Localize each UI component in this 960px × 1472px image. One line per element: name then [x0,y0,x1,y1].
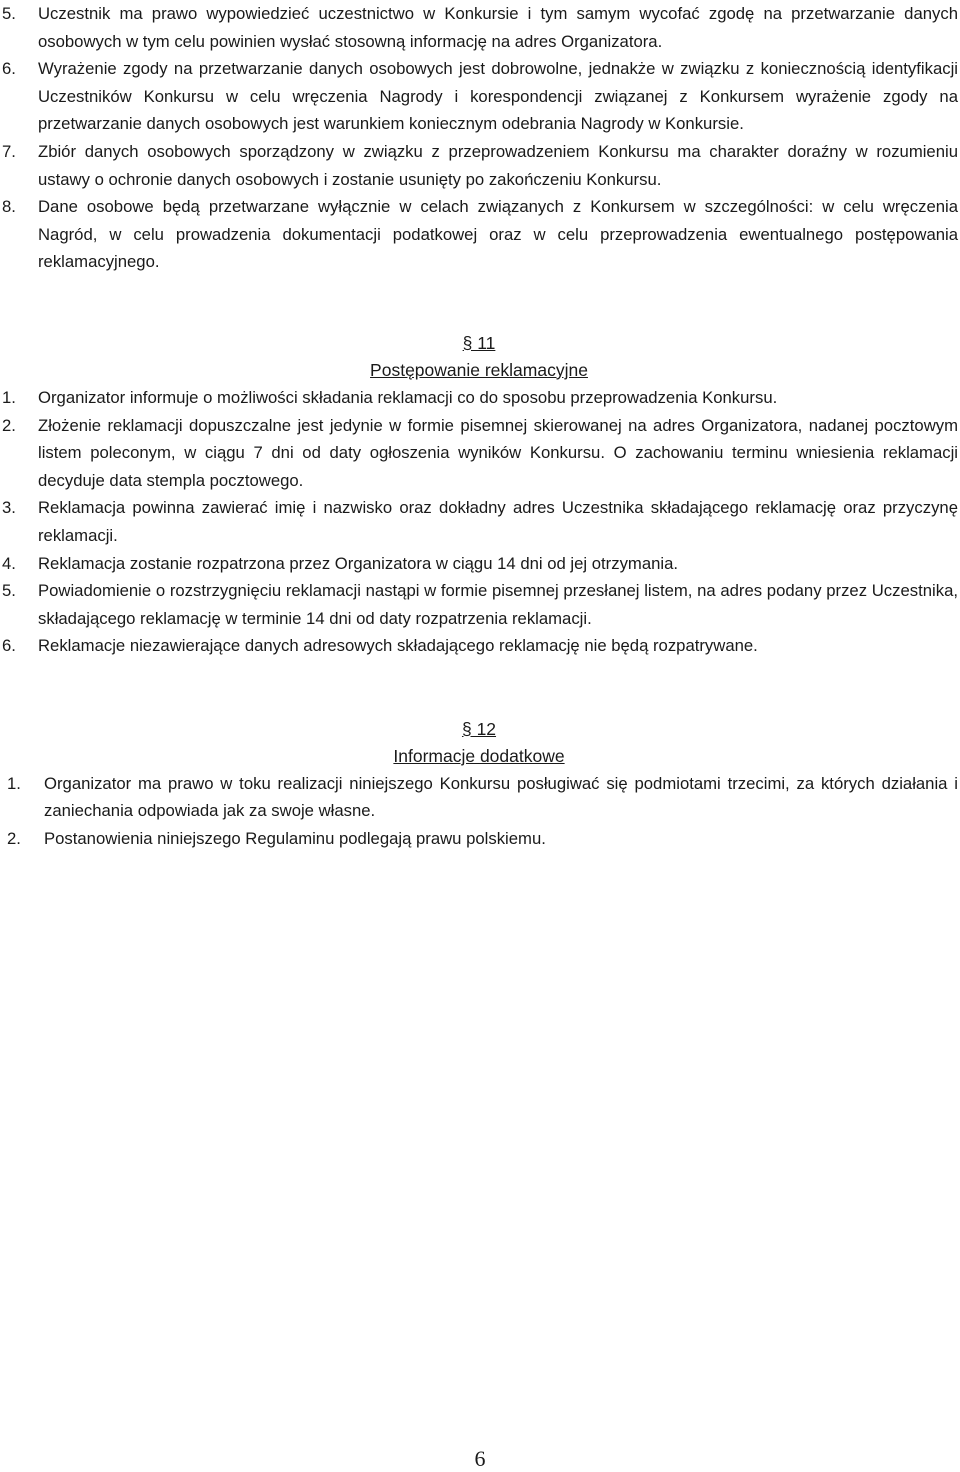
list-item [0,138,958,193]
item-number: 1. [7,773,21,793]
item-text: Złożenie reklamacji dopuszczalne jest jedynie w formie pisemnej skierowanej na adres Organizatora, nadanej pocztowym listem poleconym, w ciągu 7 dni od daty ogłoszenia wyników Konkursu. O zachowaniu terminu wniesienia reklamacji decyduje data stempla pocztowego. [38,415,958,490]
item-text: Postanowienia niniejszego Regulaminu podlegają prawu polskiemu. [44,829,546,849]
page-number: 6 [474,1446,486,1471]
section-11-list [0,384,958,660]
list-item [0,825,958,853]
section-12-list [0,770,958,853]
section-spacer [0,276,958,330]
item-number: 5. [2,581,16,601]
item-number: 6. [2,59,16,79]
item-text: Uczestnik ma prawo wypowiedzieć uczestnictwo w Konkursie i tym samym wycofać zgodę na przetwarzanie danych osobowych w tym celu powinien wysłać stosowną informację na adres Organizatora. [38,4,958,51]
item-text: Zbiór danych osobowych sporządzony w związku z przeprowadzeniem Konkursu ma charakter doraźny w rozumieniu ustawy o ochronie danych osobowych i zostanie usunięty po zakończeniu Konkursu. [38,141,958,189]
list-item [0,193,958,276]
item-text: Reklamacje niezawierające danych adresowych składającego reklamację nie będą rozpatrywane. [38,636,758,656]
list-item [0,0,958,55]
item-number: 2. [7,829,21,849]
item-number: 1. [2,387,16,407]
item-number: 6. [2,636,16,656]
item-text: Dane osobowe będą przetwarzane wyłącznie w celach związanych z Konkursem w szczególności: w celu wręczenia Nagród, w celu prowadzenia dokumentacji podatkowej oraz w celu przeprowadzenia ewentualnego postępowania reklamacyjnego. [38,197,958,272]
item-text: Reklamacja zostanie rozpatrzona przez Organizatora w ciągu 14 dni od jej otrzymania. [38,553,679,573]
item-number: 2. [2,415,16,435]
section-prev-list [0,0,958,276]
item-text: Organizator ma prawo w toku realizacji niniejszego Konkursu posługiwać się podmiotami trzecimi, za których działania i zaniechania odpowiada jak za swoje własne. [44,773,958,821]
list-item [0,550,958,578]
section-11-title: Postępowanie reklamacyjne [370,359,588,380]
list-item [0,384,958,412]
item-number: 3. [2,498,16,518]
item-number: 7. [2,141,16,161]
list-item [0,412,958,495]
list-item [0,494,958,549]
list-item [0,632,958,660]
item-text: Organizator informuje o możliwości składania reklamacji co do sposobu przeprowadzenia Konkursu. [38,387,778,407]
item-number: 8. [2,197,16,217]
item-text: Wyrażenie zgody na przetwarzanie danych osobowych jest dobrowolne, jednakże w związku z koniecznością identyfikacji Uczestników Konkursu w celu wręczenia Nagrody i korespondencji związanej z Konkursem wyrażenie zgody na przetwarzanie danych osobowych jest warunkiem koniecznym odebrania Nagrody w Konkursie. [38,59,958,134]
section-12-title: Informacje dodatkowe [393,745,565,766]
list-item [0,577,958,632]
item-text: Powiadomienie o rozstrzygnięciu reklamacji nastąpi w formie pisemnej przesłanej listem, na adres podany przez Uczestnika, składającego reklamację w terminie 14 dni od daty rozpatrzenia reklamacji. [38,581,958,628]
item-text: Reklamacja powinna zawierać imię i nazwisko oraz dokładny adres Uczestnika składającego reklamację oraz przyczynę reklamacji. [38,498,958,545]
section-11-number: § 11 [462,332,496,353]
section-spacer [0,660,958,716]
list-item [0,770,958,825]
list-item [0,55,958,138]
item-number: 5. [2,4,16,23]
section-12-number: § 12 [461,718,497,739]
item-number: 4. [2,553,16,573]
